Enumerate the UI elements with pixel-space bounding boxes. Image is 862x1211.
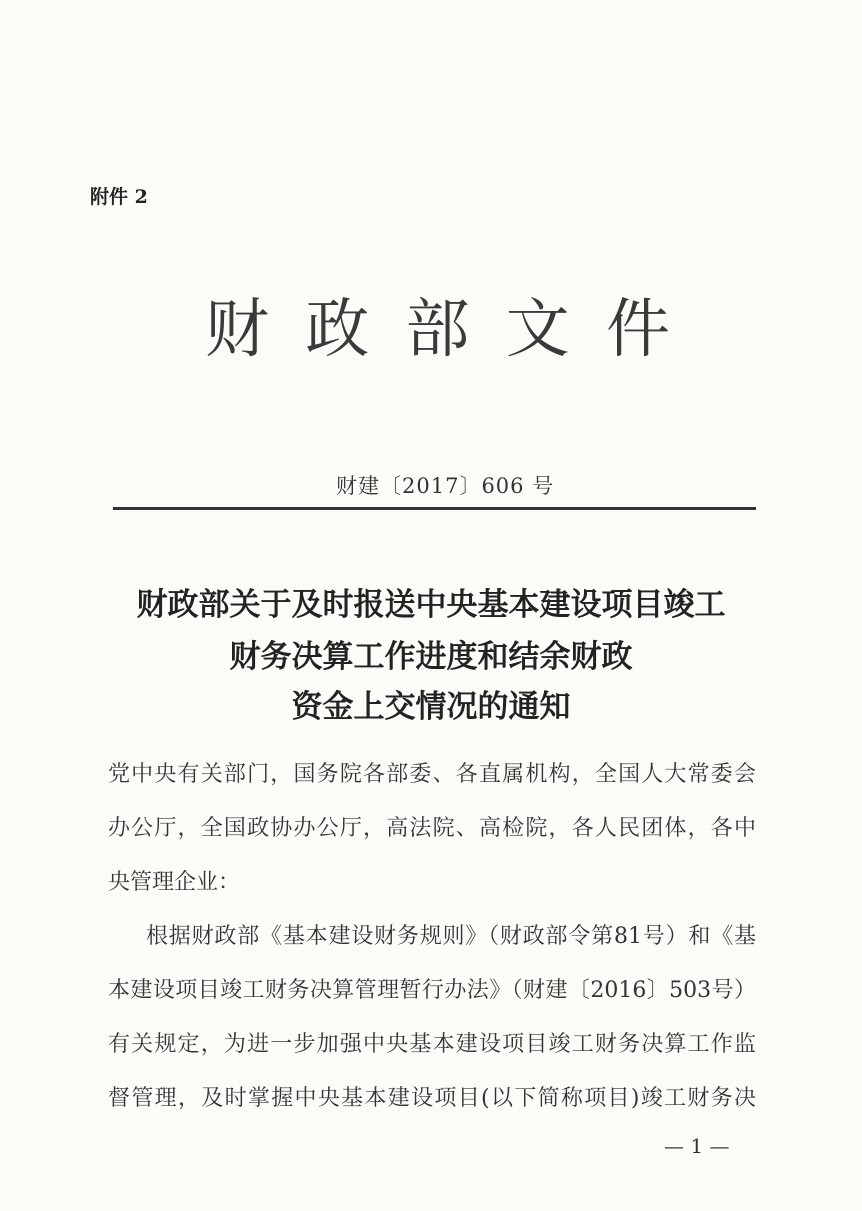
header-divider: [113, 507, 756, 510]
masthead-char: 政: [305, 293, 370, 367]
masthead: [205, 293, 670, 367]
addressee-line: 党中央有关部门，国务院各部委、各直属机构，全国人大常委会: [108, 762, 756, 787]
masthead-char: 文: [505, 293, 570, 367]
masthead-char: 部: [405, 293, 470, 367]
addressee-line: 办公厅，全国政协办公厅，高法院、高检院，各人民团体，各中: [108, 816, 756, 841]
body-line: 督管理，及时掌握中央基本建设项目(以下简称项目)竣工财务决: [108, 1086, 756, 1111]
addressee-line: 央管理企业：: [108, 870, 241, 895]
title-line: 财务决算工作进度和结余财政: [229, 639, 633, 675]
page-number: — 1 —: [664, 1134, 730, 1158]
masthead-char: 财: [205, 293, 269, 367]
masthead-char: 件: [606, 293, 670, 367]
title-line: 资金上交情况的通知: [291, 689, 571, 725]
attachment-label: 附件 2: [90, 186, 148, 208]
title-line: 财政部关于及时报送中央基本建设项目竣工: [136, 587, 726, 623]
body-line: 根据财政部《基本建设财务规则》（财政部令第81号）和《基: [146, 924, 756, 949]
body-line: 有关规定，为进一步加强中央基本建设项目竣工财务决算工作监: [108, 1032, 756, 1057]
document-number: 财建〔2017〕606 号: [336, 474, 555, 498]
body-line: 本建设项目竣工财务决算管理暂行办法》（财建〔2016〕503号）: [108, 978, 756, 1003]
